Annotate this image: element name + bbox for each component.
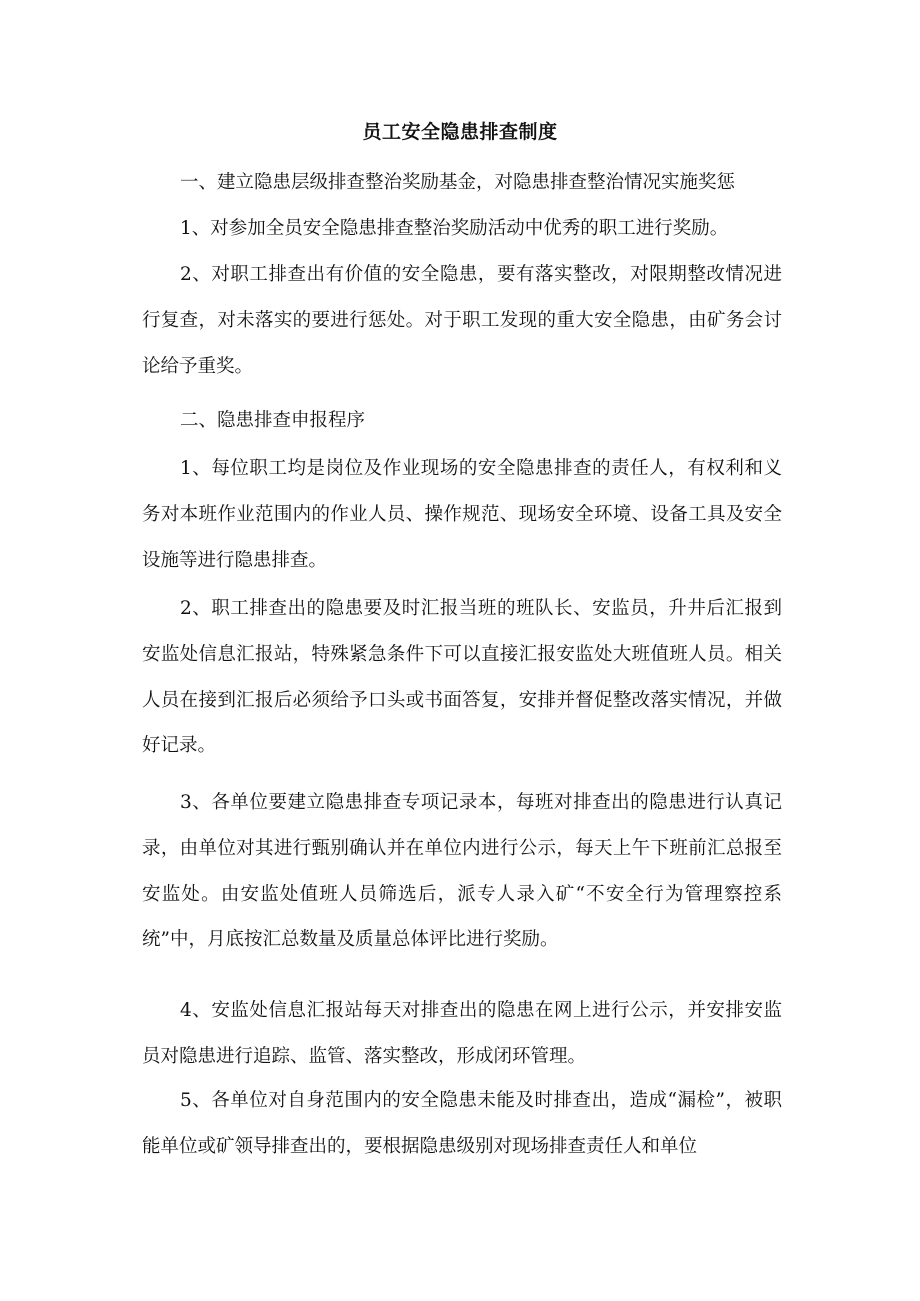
paragraph-section-1-heading: 一、建立隐患层级排查整治奖励基金，对隐患排查整治情况实施奖惩 [180,172,736,193]
paragraph-1-2: 2、对职工排查出有价值的安全隐患，要有落实整改，对限期整改情况进行复查，对未落实的要进行惩处。对于职工发现的重大安全隐患，由矿务会讨论给予重奖。 [142,264,782,377]
paragraph-2-5: 5、各单位对自身范围内的安全隐患未能及时排查出，造成“漏检”，被职能单位或矿领导排查出的，要根据隐患级别对现场排查责任人和单位 [142,1090,782,1157]
paragraph-2-3: 3、各单位要建立隐患排查专项记录本，每班对排查出的隐患进行认真记录，由单位对其进行甄别确认并在单位内进行公示，每天上午下班前汇总报至安监处。由安监处值班人员筛选后，派专人录入矿“不安全行为管理察控系统”中，月底按汇总数量及质量总体评比进行奖励。 [142,792,782,951]
paragraph-2-1: 1、每位职工均是岗位及作业现场的安全隐患排查的责任人，有权利和义务对本班作业范围内的作业人员、操作规范、现场安全环境、设备工具及安全设施等进行隐患排查。 [142,458,782,571]
paragraph-2-4: 4、安监处信息汇报站每天对排查出的隐患在网上进行公示，并安排安监员对隐患进行追踪、监管、落实整改，形成闭环管理。 [142,1000,782,1067]
paragraph-1-1: 1、对参加全员安全隐患排查整治奖励活动中优秀的职工进行奖励。 [180,218,729,239]
paragraph-2-2: 2、职工排查出的隐患要及时汇报当班的班队长、安监员，升井后汇报到安监处信息汇报站，特殊紧急条件下可以直接汇报安监处大班值班人员。相关人员在接到汇报后必须给予口头或书面答复，安排并督促整改落实情况，并做好记录。 [142,598,782,757]
document-title: 员工安全隐患排查制度 [362,121,558,143]
paragraph-section-2-heading: 二、隐患排查申报程序 [180,410,366,431]
